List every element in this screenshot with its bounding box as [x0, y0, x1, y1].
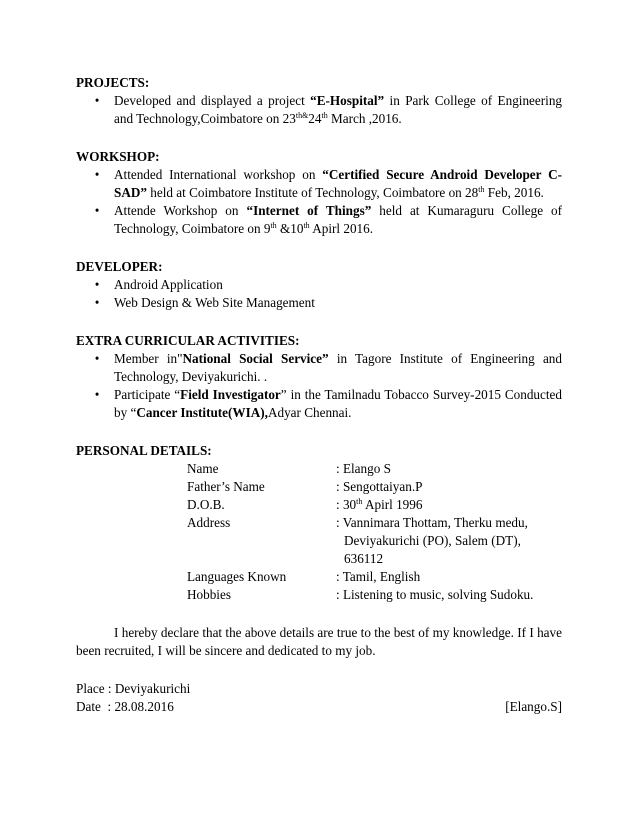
- declaration-text: I hereby declare that the above details are true to the best of my knowledge. If I have been recruited, I will be sincere and dedicated to my job.: [76, 625, 562, 658]
- table-row: [187, 586, 562, 604]
- address-label: Address: [187, 515, 231, 530]
- resume-page: [76, 74, 562, 716]
- bullet-icon: •: [94, 167, 100, 182]
- bullet-icon: •: [94, 295, 100, 310]
- extra-curricular-section: [76, 332, 562, 422]
- dob-value: : 30th Apirl 1996: [336, 497, 423, 512]
- date-signature-row: [76, 698, 562, 716]
- father-name-value: : Sengottaiyan.P: [336, 479, 423, 494]
- projects-heading: PROJECTS:: [76, 75, 150, 90]
- declaration-section: [76, 624, 562, 660]
- place-text: Place : Deviyakurichi: [76, 681, 191, 696]
- address-value: [336, 514, 562, 568]
- extra-curricular-list: [76, 350, 562, 422]
- developer-list: [76, 276, 562, 312]
- bullet-icon: •: [94, 203, 100, 218]
- hobbies-label: Hobbies: [187, 587, 231, 602]
- workshop-heading: WORKSHOP:: [76, 149, 160, 164]
- personal-details-heading: PERSONAL DETAILS:: [76, 443, 212, 458]
- table-row: [187, 514, 562, 568]
- languages-label: Languages Known: [187, 569, 287, 584]
- list-item: • Web Design & Web Site Management: [76, 294, 562, 312]
- table-row: [187, 460, 562, 478]
- hobbies-value: : Listening to music, solving Sudoku.: [336, 587, 534, 602]
- table-row: [187, 568, 562, 586]
- bullet-icon: •: [94, 351, 100, 366]
- list-item: • Attended International workshop on “Certified Secure Android Developer C-SAD” held at Coimbatore Institute of Technology, Coimbatore on 28th Feb, 2016.: [76, 166, 562, 202]
- bullet-icon: •: [94, 277, 100, 292]
- developer-section: [76, 258, 562, 312]
- personal-details-table: [187, 460, 562, 604]
- table-row: [187, 478, 562, 496]
- list-item: • Android Application: [76, 276, 562, 294]
- name-value: : Elango S: [336, 461, 391, 476]
- address-line-1: : Vannimara Thottam, Therku medu,: [336, 515, 528, 530]
- name-label: Name: [187, 461, 219, 476]
- developer-heading: DEVELOPER:: [76, 259, 163, 274]
- workshop-section: [76, 148, 562, 238]
- signature-text: [Elango.S]: [505, 699, 562, 714]
- extra-curricular-heading: EXTRA CURRICULAR ACTIVITIES:: [76, 333, 300, 348]
- list-item: • Member in"National Social Service” in Tagore Institute of Engineering and Technology, Deviyakurichi. .: [76, 350, 562, 386]
- personal-details-section: [76, 442, 562, 604]
- list-item: • Developed and displayed a project “E-Hospital” in Park College of Engineering and Technology,Coimbatore on $23^{th\&}24th$ March ,2016.: [76, 92, 562, 128]
- projects-list: [76, 92, 562, 128]
- dob-label: D.O.B.: [187, 497, 225, 512]
- bullet-icon: •: [94, 93, 100, 108]
- list-item: • Attende Workshop on “Internet of Things” held at Kumaraguru College of Technology, Coimbatore on 9th &10th Apirl 2016.: [76, 202, 562, 238]
- languages-value: : Tamil, English: [336, 569, 421, 584]
- list-item: • Participate “Field Investigator” in the Tamilnadu Tobacco Survey-2015 Conducted by “Cancer Institute(WIA),Adyar Chennai.: [76, 386, 562, 422]
- father-name-label: Father’s Name: [187, 479, 265, 494]
- projects-section: [76, 74, 562, 128]
- signature-block: [76, 680, 562, 716]
- table-row: [187, 496, 562, 514]
- address-line-2: Deviyakurichi (PO), Salem (DT), 636112: [344, 533, 521, 566]
- date-text: Date : 28.08.2016: [76, 699, 174, 714]
- bullet-icon: •: [94, 387, 100, 402]
- workshop-list: [76, 166, 562, 238]
